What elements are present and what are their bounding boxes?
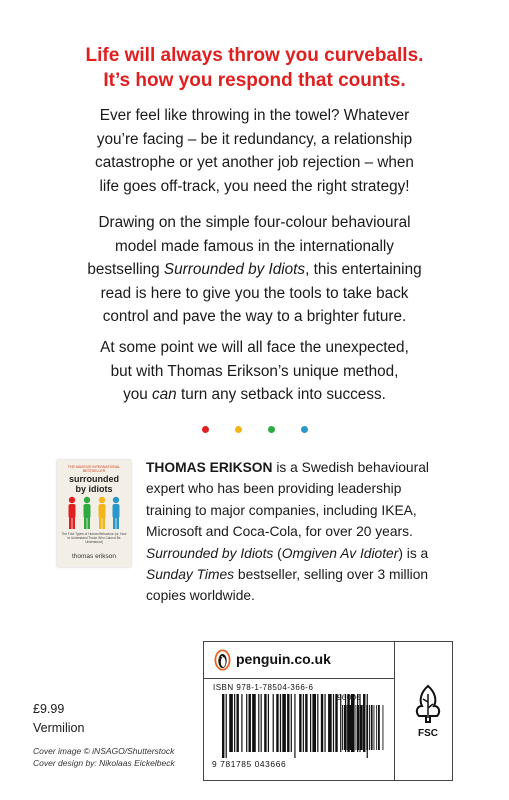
blurb-text: bestselling	[87, 261, 164, 278]
blue-dot	[301, 426, 308, 433]
barcode-bar	[287, 694, 289, 752]
bio-line: Microsoft and Coca-Cola, for over 20 years.	[146, 524, 413, 540]
supplement-bar	[356, 705, 357, 750]
barcode-bar	[305, 694, 307, 752]
book-author: thomas erikson	[71, 553, 117, 560]
barcode-bar	[328, 694, 332, 752]
barcode-bar	[333, 694, 334, 752]
blurb-paragraph-3	[40, 336, 469, 407]
blurb-text: , this entertaining	[305, 261, 422, 278]
barcode-panel	[203, 641, 453, 781]
barcode-bar	[321, 694, 323, 752]
headline-line-1: Life will always throw you curveballs.	[85, 45, 424, 66]
bio-line	[146, 564, 491, 585]
blurb-text: turn any setback into success.	[176, 386, 386, 403]
barcode-digits: 9 781785 043666	[212, 759, 287, 769]
bio-line	[146, 543, 491, 564]
blurb-line: read is here to give you the tools to take back	[100, 284, 409, 302]
blurb-paragraph-1	[40, 104, 469, 198]
supplement-bar	[376, 705, 377, 750]
barcode-bar	[312, 694, 316, 752]
barcode-bar	[294, 694, 295, 758]
color-dots	[0, 420, 509, 438]
fsc-tree-logo-icon	[409, 682, 447, 726]
figure-red	[69, 497, 76, 529]
headline	[0, 43, 509, 93]
blurb-line: but with Thomas Erikson’s unique method,	[110, 362, 399, 380]
barcode-bar	[241, 694, 242, 752]
price: £9.99	[33, 702, 65, 716]
bio-text: (	[273, 545, 282, 561]
cover-credits	[33, 745, 175, 769]
barcode-bar	[234, 694, 235, 752]
supplement-barcode	[336, 694, 386, 750]
supplement-bar	[349, 705, 352, 750]
barcode-bar	[246, 694, 247, 752]
penguin-logo-icon	[214, 649, 231, 671]
supplement-bar	[374, 705, 375, 750]
bio-line	[146, 457, 491, 478]
book-title-italic: Surrounded by Idiots	[163, 261, 306, 278]
price-block	[33, 700, 84, 738]
supplement-bar	[360, 705, 363, 750]
figure-yellow	[99, 497, 106, 529]
barcode-bar	[226, 694, 227, 758]
figure-green	[84, 497, 91, 529]
blurb-paragraph-2	[40, 211, 469, 329]
emphasis-can: can	[152, 386, 177, 403]
barcode-bar	[261, 694, 262, 752]
bio-text: is a Swedish behavioural	[272, 460, 429, 475]
yellow-dot	[235, 426, 242, 433]
bio-line: training to major companies, including IKEA,	[146, 502, 417, 518]
barcode-bar	[273, 694, 274, 752]
bio-text: bestseller, selling over 3 million	[234, 567, 429, 583]
blurb-text: you	[123, 386, 153, 403]
newspaper-italic: Sunday Times	[146, 567, 235, 583]
blurb-line	[40, 258, 469, 282]
barcode-bar	[252, 694, 256, 752]
supplement-bar	[378, 705, 380, 750]
barcode-bar	[249, 694, 251, 752]
book-cover-thumbnail	[57, 460, 131, 567]
blurb-line: Drawing on the simple four-colour behavioural	[98, 214, 411, 231]
book-subtitle: The Four Types of Human Behaviour (or, How to Understand Those Who Cannot Be Understood)	[61, 532, 127, 544]
barcode-bar	[324, 694, 325, 752]
supplement-bar	[353, 705, 354, 750]
author-bio	[146, 457, 491, 607]
barcode-bar	[303, 694, 304, 752]
bio-line: copies worldwide.	[146, 588, 255, 604]
imprint: Vermilion	[33, 721, 85, 735]
blurb-line: control and pave the way to a brighter future.	[102, 308, 407, 325]
barcode-bar	[282, 694, 286, 752]
barcode-bar	[317, 694, 318, 752]
supplement-bar	[344, 705, 346, 750]
barcode-bar	[258, 694, 259, 752]
supplement-bar	[357, 705, 359, 750]
figure-blue	[113, 497, 120, 529]
barcode-bar	[276, 694, 278, 752]
barcode-bar	[268, 694, 269, 752]
supplement-bar	[342, 705, 343, 750]
supplement-bar	[383, 705, 384, 750]
author-name: THOMAS ERIKSON	[146, 460, 273, 475]
blurb-line: model made famous in the internationally	[115, 237, 394, 255]
barcode-bar	[236, 694, 238, 752]
book-title	[57, 474, 131, 494]
book-title-italic: Surrounded by Idiots	[146, 545, 274, 561]
book-title-line-1: surrounded	[68, 474, 119, 484]
cover-design-credit: Cover design by: Nikolaas Eickelbeck	[33, 758, 175, 768]
cover-image-credit: Cover image © iNSAGO/Shutterstock	[33, 746, 175, 756]
green-dot	[268, 426, 275, 433]
book-title-line-2: by idiots	[75, 484, 113, 494]
penguin-url-bar	[204, 642, 394, 679]
barcode-bar	[229, 694, 233, 752]
panel-divider	[394, 642, 395, 780]
blurb-line: Ever feel like throwing in the towel? Whatever	[99, 107, 410, 124]
supplement-bar	[371, 705, 373, 750]
isbn-label: ISBN 978-1-78504-366-6	[213, 683, 314, 692]
supplement-number: 90000	[337, 694, 362, 703]
barcode-bar	[280, 694, 281, 752]
barcode-bar	[310, 694, 311, 752]
bio-line: expert who has been providing leadership	[146, 481, 402, 497]
headline-line-2: It’s how you respond that counts.	[103, 70, 406, 91]
barcode-bar	[222, 694, 224, 758]
bio-text: ) is a	[398, 545, 429, 561]
supplement-bar	[347, 705, 348, 750]
supplement-bar	[364, 705, 365, 750]
book-tag: THE MASSIVE INTERNATIONAL BESTSELLER	[67, 465, 121, 473]
blurb-line: At some point we will all face the unexpected,	[100, 339, 409, 356]
red-dot	[202, 426, 209, 433]
supplement-bar	[366, 705, 368, 750]
fsc-label: FSC	[418, 728, 438, 739]
four-figures-illustration	[65, 496, 123, 530]
blurb-line	[40, 383, 469, 407]
blurb-line: catastrophe or yet another job rejection – when	[95, 154, 414, 171]
blurb-line: you’re facing – be it redundancy, a relationship	[96, 130, 413, 148]
supplement-bar	[369, 705, 370, 750]
blurb-line: life goes off-track, you need the right strategy!	[99, 177, 410, 195]
barcode-bar	[291, 694, 292, 752]
barcode-bar	[299, 694, 301, 752]
penguin-url: penguin.co.uk	[236, 651, 331, 667]
barcode-bar	[264, 694, 266, 752]
swedish-title-italic: Omgiven Av Idioter	[281, 545, 399, 561]
